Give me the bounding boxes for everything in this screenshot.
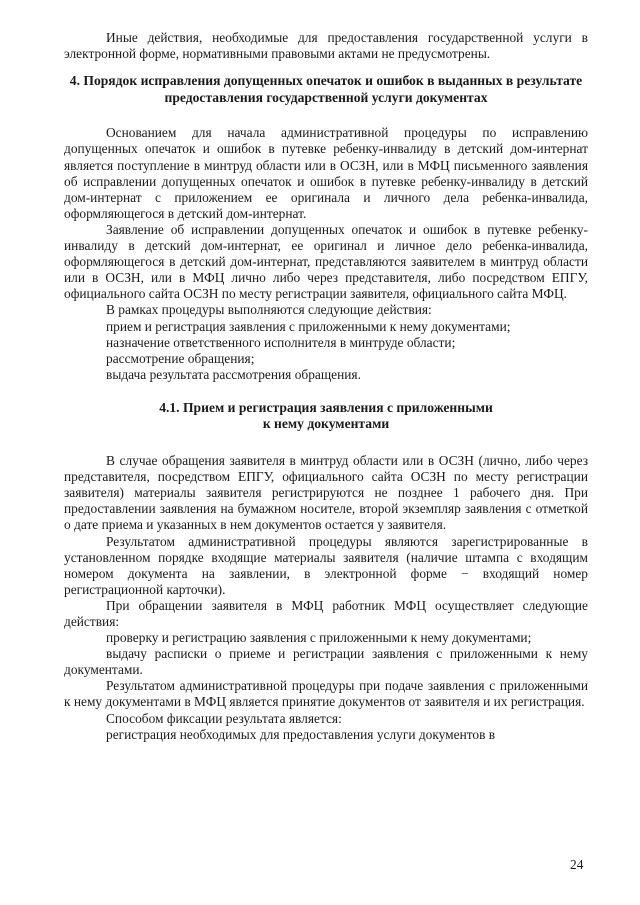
section-4-1-heading	[64, 400, 588, 433]
list-item-action-2: назначение ответственного исполнителя в минтруде области;	[106, 334, 456, 350]
paragraph-actions-intro: В рамках процедуры выполняются следующие действия:	[106, 302, 432, 318]
paragraph-other-actions: Иные действия, необходимые для предоставления государственной услуги в электронной форме, нормативными правовыми актами не предусмотрены.	[64, 30, 588, 62]
paragraph-mfc-result: Результатом административной процедуры при подаче заявления с приложенными к нему документами в МФЦ является принятие документов от заявителя и их регистрация.	[64, 678, 588, 710]
paragraph-basis: Основанием для начала административной процедуры по исправлению допущенных опечаток и ошибок в путевке ребенку-инвалиду в детский дом-интернат является поступление в минтруд области или в ОСЗН, или в МФЦ письменного заявления об исправлении допущенных опечаток и ошибок в путевке ребенку-инвалиду в детский дом-интернат с приложением ее оригинала и личного дела ребенка-инвалида, оформляющегося в детский дом-интернат.	[64, 125, 588, 221]
list-item-action-4: выдача результата рассмотрения обращения.	[106, 366, 361, 382]
paragraph-result: Результатом административной процедуры являются зарегистрированные в установленном порядке входящие материалы заявителя (наличие штампа с входящим номером документа на заявлении, в электронной форме − входящий номер регистрационной карточки).	[64, 533, 588, 597]
section-4-1-heading-line-1: 4.1. Прием и регистрация заявления с приложенными	[159, 399, 493, 415]
paragraph-mfc-check: проверку и регистрацию заявления с приложенными к нему документами;	[106, 630, 532, 646]
paragraph-fixation-method: Способом фиксации результата является:	[106, 710, 342, 726]
document-page	[64, 30, 588, 743]
section-4-1-heading-line-2: к нему документами	[262, 416, 390, 432]
list-item-action-3: рассмотрение обращения;	[106, 350, 255, 366]
list-item-action-1: прием и регистрация заявления с приложенными к нему документами;	[106, 318, 511, 334]
paragraph-mfc-receipt: выдачу расписки о приеме и регистрации заявления с приложенными к нему документами.	[64, 646, 588, 678]
paragraph-mfc-actions: При обращении заявителя в МФЦ работник МФЦ осуществляет следующие действия:	[64, 597, 588, 629]
paragraph-application: Заявление об исправлении допущенных опечаток и ошибок в путевке ребенку-инвалиду в детский дом-интернат, ее оригинал и личное дело ребенка-инвалида, оформляющегося в детский дом-интернат, представляются заявителем в минтруд области или в ОСЗН, или в МФЦ лично либо через представителя, либо посредством ЕПГУ, официального сайта ОСЗН по месту регистрации заявителя, официального сайта МФЦ.	[64, 221, 588, 302]
paragraph-fixation-registration: регистрация необходимых для предоставления услуги документов в	[106, 726, 496, 742]
page-number: 24	[570, 857, 584, 872]
paragraph-registration-osszn: В случае обращения заявителя в минтруд области или в ОСЗН (лично, либо через представителя, посредством ЕПГУ, официального сайта ОСЗН по месту регистрации заявителя) материалы заявителя регистрируются не позднее 1 рабочего дня. При предоставлении заявления на бумажном носителе, второй экземпляр заявления с отметкой о дате приема и указанных в нем документов остается у заявителя.	[64, 453, 588, 533]
section-4-heading: 4. Порядок исправления допущенных опечаток и ошибок в выданных в результате предоставления государственной услуги документах	[69, 73, 583, 105]
